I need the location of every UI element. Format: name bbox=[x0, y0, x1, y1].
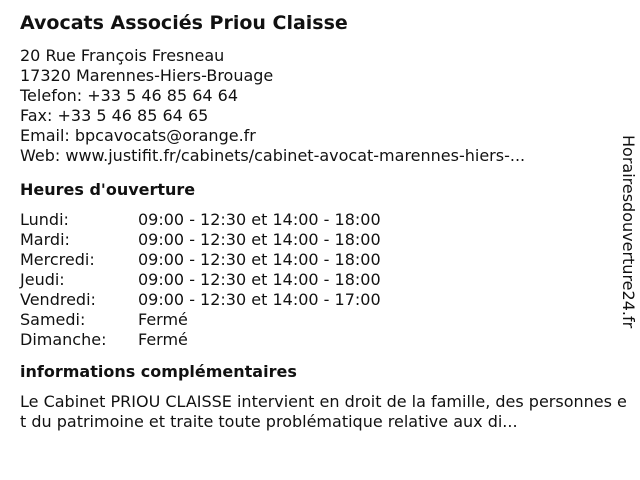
hours-time: 09:00 - 12:30 et 14:00 - 18:00 bbox=[138, 210, 381, 229]
site-watermark: Horairesdouverture24.fr bbox=[619, 135, 638, 329]
hours-day: Lundi: bbox=[20, 210, 69, 229]
contact-block bbox=[20, 46, 620, 166]
hours-day: Samedi: bbox=[20, 310, 86, 329]
hours-row bbox=[20, 210, 620, 230]
address-street: 20 Rue François Fresneau bbox=[20, 46, 225, 65]
hours-day: Mardi: bbox=[20, 230, 70, 249]
hours-table bbox=[20, 210, 620, 350]
hours-row bbox=[20, 250, 620, 270]
hours-day: Dimanche: bbox=[20, 330, 107, 349]
hours-row bbox=[20, 230, 620, 250]
phone-line: Telefon: +33 5 46 85 64 64 bbox=[20, 86, 239, 105]
address-city: 17320 Marennes-Hiers-Brouage bbox=[20, 66, 274, 85]
email-line: Email: bpcavocats@orange.fr bbox=[20, 126, 256, 145]
business-card bbox=[20, 10, 627, 432]
hours-day: Jeudi: bbox=[20, 270, 65, 289]
hours-row bbox=[20, 290, 620, 310]
hours-row bbox=[20, 330, 620, 350]
web-line: Web: www.justifit.fr/cabinets/cabinet-avocat-marennes-hiers-... bbox=[20, 146, 526, 165]
hours-day: Mercredi: bbox=[20, 250, 95, 269]
hours-time: 09:00 - 12:30 et 14:00 - 18:00 bbox=[138, 250, 381, 269]
hours-time: 09:00 - 12:30 et 14:00 - 17:00 bbox=[138, 290, 381, 309]
business-name: Avocats Associés Priou Claisse bbox=[20, 12, 348, 34]
hours-day: Vendredi: bbox=[20, 290, 96, 309]
info-heading: informations complémentaires bbox=[20, 362, 297, 381]
hours-time: 09:00 - 12:30 et 14:00 - 18:00 bbox=[138, 270, 381, 289]
hours-time: Fermé bbox=[138, 330, 188, 349]
hours-time: Fermé bbox=[138, 310, 188, 329]
hours-row bbox=[20, 270, 620, 290]
hours-row bbox=[20, 310, 620, 330]
info-description: Le Cabinet PRIOU CLAISSE intervient en droit de la famille, des personnes et du patrimoine et traite toute problématique relative aux di... bbox=[20, 392, 627, 431]
hours-time: 09:00 - 12:30 et 14:00 - 18:00 bbox=[138, 230, 381, 249]
hours-heading: Heures d'ouverture bbox=[20, 180, 196, 199]
fax-line: Fax: +33 5 46 85 64 65 bbox=[20, 106, 209, 125]
